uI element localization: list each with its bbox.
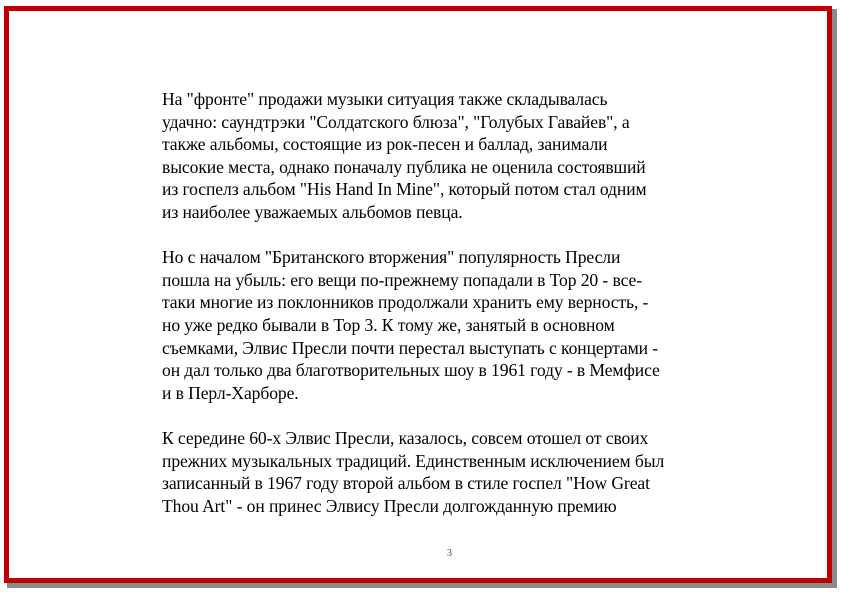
paragraph-1: На "фронте" продажи музыки ситуация также складывалась удачно: саундтрэки "Солдатского блюза", "Голубых Гавайев", а также альбомы, состоящие из рок-песен и баллад, занимали высокие места, однако поначалу публика не оценила состоявший из госпелз альбом "His Hand In Mine", который потом стал одним из наиболее уважаемых альбомов певца. — [162, 89, 647, 222]
paragraph-3: К середине 60-х Элвис Пресли, казалось, совсем отошел от своих прежних музыкальных традиций. Единственным исключением был записанный в 1967 году второй альбом в стиле госпел "How Great Thou Art" - он принес Элвису Пресли долгожданную премию — [162, 427, 665, 516]
document-body — [162, 88, 742, 540]
paragraph-2: Но с началом "Британского вторжения" популярность Пресли пошла на убыль: его вещи по-прежнему попадали в Top 20 - все- таки многие из поклонников продолжали хранить ему верность, - но уже редко бывали в Top 3. К тому же, занятый в основном съемками, Элвис Пресли почти перестал выступать с концертами - он дал только два благотворительных шоу в 1961 году - в Мемфисе и в Перл-Харборе. — [162, 247, 660, 403]
page-number: 3 — [447, 548, 452, 559]
